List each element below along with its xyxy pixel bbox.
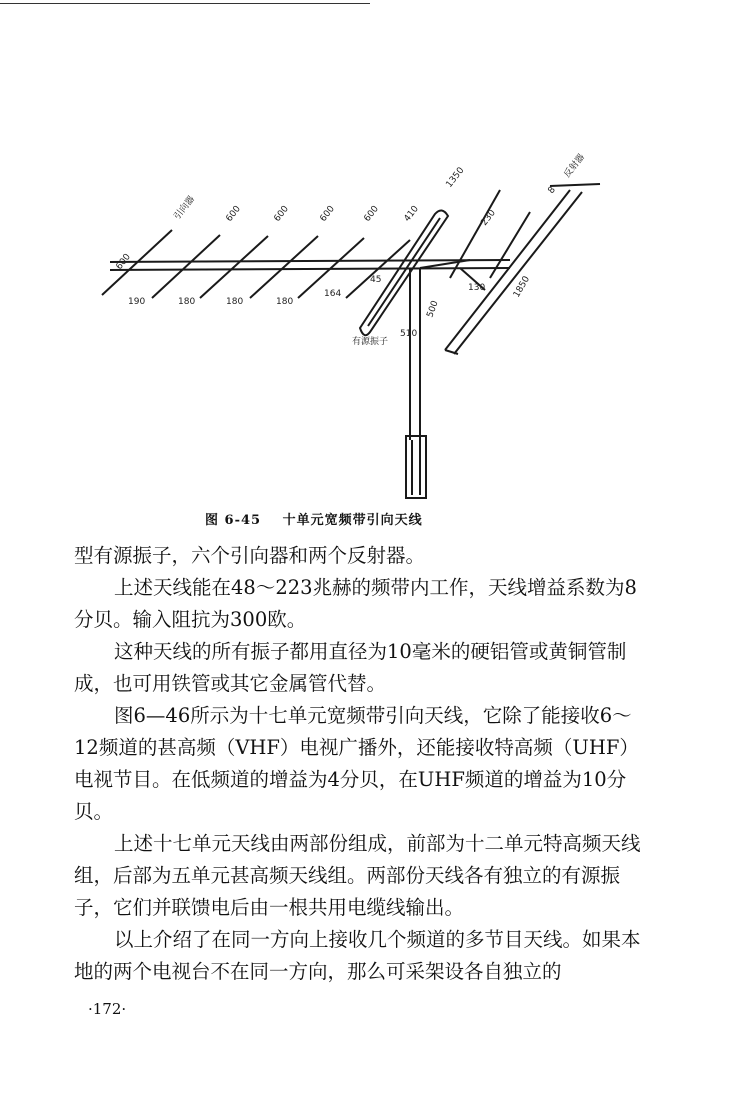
dim-600-c: 600 xyxy=(272,204,291,224)
dim-500: 500 xyxy=(425,299,441,320)
dim-230: 230 xyxy=(479,208,498,228)
label-reflector: 反射器 xyxy=(562,152,587,180)
boom-bottom-line xyxy=(110,268,510,270)
paragraph-1: 型有源振子，六个引向器和两个反射器。 xyxy=(74,544,426,567)
dim-180-c: 180 xyxy=(276,297,294,307)
figure-title: 十单元宽频带引向天线 xyxy=(282,513,423,528)
mast-base xyxy=(406,436,426,498)
dim-600-a: 600 xyxy=(114,252,133,272)
paragraph-3: 这种天线的所有振子都用直径为10毫米的硬铝管或黄铜管制成，也可用铁管或其它金属管代替。 xyxy=(74,640,627,695)
label-director: 引向器 xyxy=(172,194,197,222)
paragraph-4: 图6—46所示为十七单元宽频带引向天线，它除了能接收6～12频道的甚高频（VHF）电视广播外，还能接收特高频（UHF）电视节目。在低频道的增益为4分贝，在UHF频道的增益为10分贝。 xyxy=(74,704,639,823)
dim-45: 45 xyxy=(370,275,382,285)
dim-600-b: 600 xyxy=(224,204,243,224)
paragraph-2: 上述天线能在48～223兆赫的频带内工作，天线增益系数为8分贝。输入阻抗为300欧。 xyxy=(74,576,637,631)
label-driven: 有源振子 xyxy=(352,337,389,347)
dim-1850: 1850 xyxy=(511,274,533,300)
dim-180-a: 180 xyxy=(178,297,196,307)
dim-164: 164 xyxy=(324,289,342,299)
paragraph-6: 以上介绍了在同一方向上接收几个频道的多节目天线。如果本地的两个电视台不在同一方向，那么可采架设各自独立的 xyxy=(74,928,641,983)
boom-top-line xyxy=(110,260,510,262)
dim-600-d: 600 xyxy=(318,204,337,224)
reflector-1 xyxy=(450,190,500,278)
reflector-cap xyxy=(550,184,600,186)
reflector-2b xyxy=(454,192,582,354)
dim-600-e: 600 xyxy=(362,204,381,224)
antenna-figure xyxy=(90,150,650,500)
antenna-diagram xyxy=(90,150,650,500)
dim-410: 410 xyxy=(402,204,421,224)
dim-130: 130 xyxy=(468,283,486,293)
figure-caption xyxy=(205,509,423,528)
top-rule xyxy=(0,3,370,4)
page-number: ·172· xyxy=(88,1000,127,1018)
figure-number: 图 6-45 xyxy=(205,513,262,528)
dim-1350: 1350 xyxy=(444,165,467,190)
dim-510: 510 xyxy=(400,329,418,339)
paragraph-5: 上述十七单元天线由两部份组成，前部为十二单元特高频天线组，后部为五单元甚高频天线组。两部份天线各有独立的有源振子，它们并联馈电后由一根共用电缆线输出。 xyxy=(74,832,641,919)
dim-8: 8 xyxy=(546,185,558,196)
dim-190: 190 xyxy=(128,297,146,307)
dim-180-b: 180 xyxy=(226,297,244,307)
